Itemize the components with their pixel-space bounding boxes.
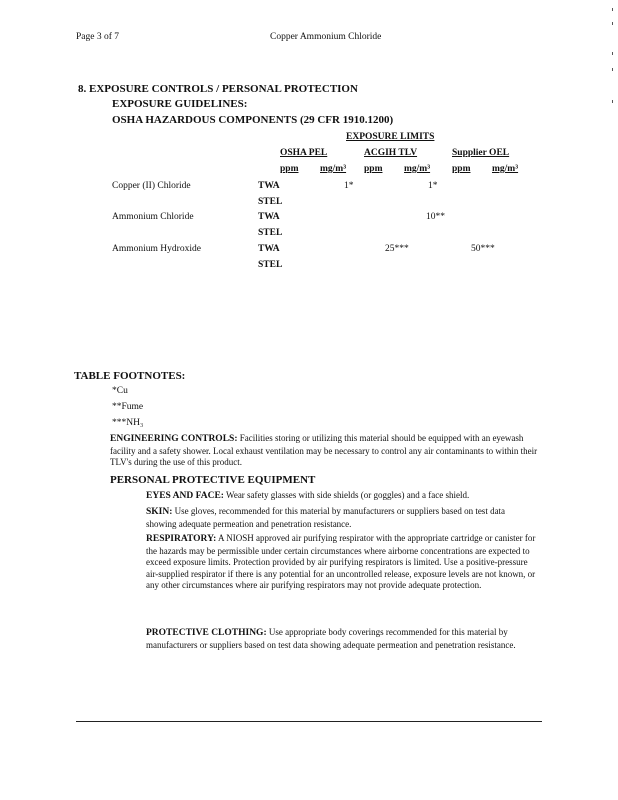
supplier-ppm-value: 50*** [471,244,495,254]
clothing-text: Use appropriate body coverings recommended for this material by manufacturers or suppliers based on test data showing adequate permeation and penetration resistance. [146,627,516,650]
component-name: Copper (II) Chloride [112,181,191,191]
protective-clothing [146,627,536,651]
engineering-controls-text: Facilities storing or utilizing this material should be equipped with an eyewash facility and a safety shower. Local exhaust ventilation may be necessary to control any air contaminants to within their TLV's during the use of this product. [110,433,538,467]
section-title: 8. EXPOSURE CONTROLS / PERSONAL PROTECTION [78,83,358,95]
twa-label: TWA [258,181,280,191]
scan-edge-mark [612,68,613,71]
respiratory-protection [146,533,536,592]
acgih-ppm-value: 25*** [385,244,409,254]
respiratory-label: RESPIRATORY: [146,534,217,544]
document-title: Copper Ammonium Chloride [270,32,382,42]
scan-edge-mark [612,22,613,25]
unit-ppm-supplier: ppm [452,164,471,174]
skin-label: SKIN: [146,507,173,517]
stel-label: STEL [258,260,283,270]
eyes-text: Wear safety glasses with side shields (or goggles) and a face shield. [226,490,470,500]
acgih-mg-value: 10** [426,212,445,222]
component-name: Ammonium Hydroxide [112,244,201,254]
scan-edge-mark [612,100,613,103]
respiratory-text: A NIOSH approved air purifying respirator with the appropriate cartridge or canister for the hazards may be permissible under certain circumstances where airborne concentrations are expected to exceed exposure limits. Protection provided by air purifying respirators is limited. Use a positive-pressure air-supplied respirator if there is any potential for an uncontrolled release, exposure levels are not known, or any other circumstances where air purifying respirators may not provide adequate protection. [146,533,536,590]
unit-ppm-acgih: ppm [364,164,383,174]
engineering-controls [110,433,540,469]
footnote-item: **Fume [112,402,144,412]
footnote-item: ***NH₃ [112,418,144,428]
supplier-oel-header: Supplier OEL [452,148,510,158]
twa-label: TWA [258,212,280,222]
ppe-title: PERSONAL PROTECTIVE EQUIPMENT [110,474,316,486]
eyes-label: EYES AND FACE: [146,491,224,501]
osha-components-heading: OSHA HAZARDOUS COMPONENTS (29 CFR 1910.1200) [112,114,394,126]
component-name: Ammonium Chloride [112,212,194,222]
exposure-limits-header: EXPOSURE LIMITS [346,132,435,142]
clothing-label: PROTECTIVE CLOTHING: [146,628,267,638]
twa-label: TWA [258,244,280,254]
exposure-guidelines-heading: EXPOSURE GUIDELINES: [112,98,248,110]
engineering-controls-label: ENGINEERING CONTROLS: [110,434,238,444]
unit-mg-supplier: mg/m³ [492,164,519,174]
skin-protection [146,506,536,530]
stel-label: STEL [258,228,283,238]
eyes-and-face [146,490,546,503]
unit-mg-osha: mg/m³ [320,164,347,174]
osha-pel-header: OSHA PEL [280,148,328,158]
footer-rule [76,721,542,722]
scan-edge-mark [612,52,613,55]
footnote-item: *Cu [112,386,128,396]
skin-text: Use gloves, recommended for this material by manufacturers or suppliers based on test data showing adequate permeation and penetration resistance. [146,506,506,529]
osha-mg-value: 1* [344,181,354,191]
footnotes-title: TABLE FOOTNOTES: [74,370,186,382]
page-number: Page 3 of 7 [76,32,120,42]
scan-edge-mark [612,8,613,11]
acgih-tlv-header: ACGIH TLV [364,148,418,158]
unit-ppm-osha: ppm [280,164,299,174]
unit-mg-acgih: mg/m³ [404,164,431,174]
stel-label: STEL [258,197,283,207]
acgih-mg-value: 1* [428,181,438,191]
